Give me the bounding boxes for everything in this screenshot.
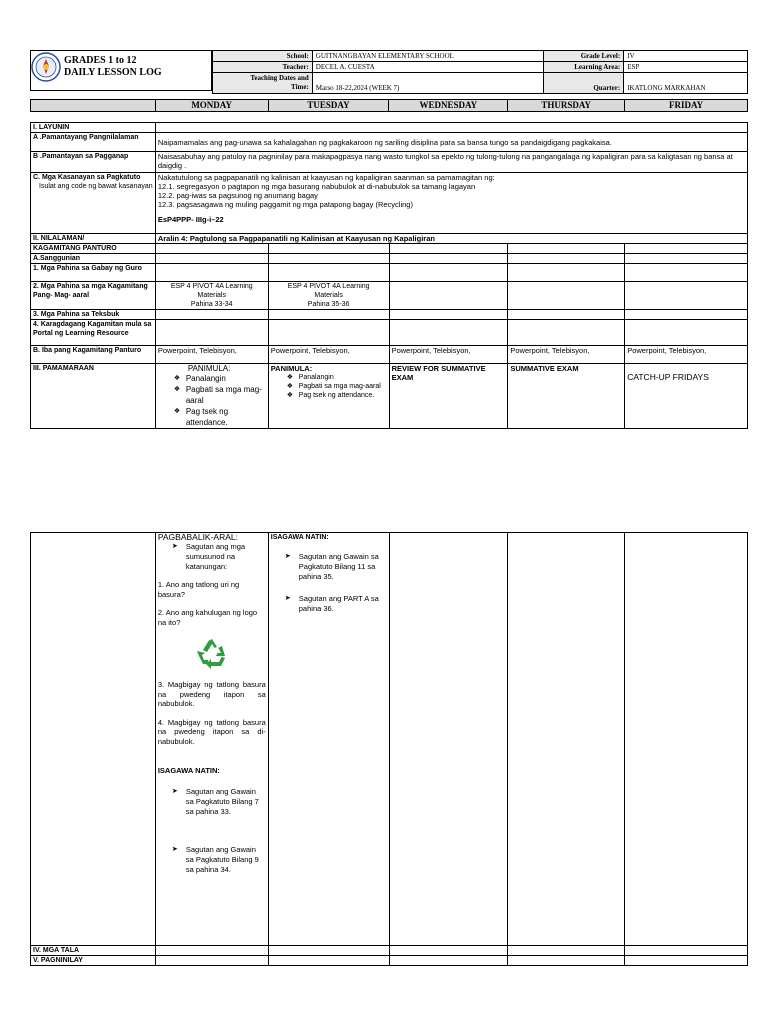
kasanayan-text [155,173,747,234]
tue-panimula-item: ❖ Pag tsek ng attendance. [287,391,387,400]
recycle-icon [194,636,230,672]
mon-kag-line3: Pahina 33-34 [190,301,233,308]
pamantayang-label: A .Pamantayang Pangnilalaman [31,133,156,152]
wednesday-review: REVIEW FOR SUMMATIVE EXAM [389,364,508,429]
kasanayan-sub: Isulat ang code ng bawat kasanayan [39,183,153,190]
kasanayan-line3: 12.2. pag-iwas sa pagsunog ng anumang bagay [157,191,318,200]
tue-kag-line3: Pahina 35-36 [307,301,350,308]
days-blank [31,100,156,112]
tue-kag-line1: ESP 4 PIVOT 4A Learning [287,283,370,290]
deped-seal-icon [31,52,61,82]
pagganap-text: Naisasabuhay ang patuloy na pagninilay para makapagpasya nang wasto tungkol sa epekto ng tulong-tulong na pangangalaga ng kapaligiran para sa kaligtasan ng bansa at daigdig . [155,152,747,173]
layunin-label: I. LAYUNIN [31,123,156,133]
question-3: 3. Magbigay ng tatlong basura na pwedeng itapon sa nabubulok. [157,680,266,708]
mon-panimula-item: ❖ Panalangin [174,373,266,384]
monday-iba: Powerpoint, Telebisyon, [155,346,268,364]
question-1: 1. Ano ang tatlong uri ng basura? [157,580,240,599]
mga-tala-label: IV. MGA TALA [31,946,156,956]
tuesday-iba: Powerpoint, Telebisyon, [268,346,389,364]
mon-kag-line1: ESP 4 PIVOT 4A Learning [170,283,253,290]
days-header [30,99,748,112]
teksbuk-label: 3. Mga Pahina sa Teksbuk [31,310,156,320]
mon-panimula-item: ❖ Pagbati sa mga mag-aaral [174,384,266,406]
kasanayan-label [31,173,156,234]
isagawa-head-monday: ISAGAWA NATIN: [157,766,220,775]
area-value: ESP [624,62,748,73]
tuesday-kagamitan [268,282,389,310]
nilalaman-label: II. NILALAMAN/ [31,234,156,244]
document-title [64,55,162,79]
lesson-table-continued [30,532,748,966]
tuesday-task-1: ➤ Sagutan ang Gawain sa Pagkatuto Bilang 11 sa pahina 35. [285,552,387,582]
day-tuesday: TUESDAY [268,100,389,112]
dates-label-line1: Teaching Dates and [250,74,309,82]
gabay-label: 1. Mga Pahina sa Gabay ng Guro [31,264,156,282]
kasanayan-title: C. Mga Kasanayan sa Pagkatuto [33,174,141,181]
tue-panimula-item: ❖ Pagbati sa mga mag-aaral [287,382,387,391]
dates-label [213,73,313,94]
kasanayan-line4: 12.3. pagsasagawa ng muling paggamit ng mga patapong bagay (Recycling) [157,200,413,209]
mon-kag-line2: Materials [197,292,226,299]
pagganap-label: B .Pamantayan sa Pagganap [31,152,156,173]
day-friday: FRIDAY [625,100,748,112]
monday-pagbabalik-aral [155,533,268,946]
layunin-blank [155,123,747,133]
tue-kag-line2: Materials [314,292,343,299]
karagdagan-label: 4. Karagdagang Kagamitan mula sa Portal ng Learning Resource [31,320,156,346]
kagamitan-pang-mag-aaral-label: 2. Mga Pahina sa mga Kagamitang Pang- Mag- aaral [31,282,156,310]
tuesday-panimula [268,364,389,429]
tuesday-task-2: ➤ Sagutan ang PART A sa pahina 36. [285,594,387,614]
quarter-label: Quarter: [544,73,624,94]
info-table [212,50,748,94]
title-line-2: DAILY LESSON LOG [64,67,162,78]
kasanayan-line1: Nakatutulong sa pagpapanatili ng kalinisan at kaayusan ng kapaligiran saanman sa pamamagitan ng: [157,173,495,182]
sanggunian-label: A.Sanggunian [31,254,156,264]
pagbabalik-aral-head: PAGBABALIK-ARAL: [157,532,238,542]
thursday-iba: Powerpoint, Telebisyon, [508,346,625,364]
dates-value: Marso 18-22,2024 (WEEK 7) [312,73,544,94]
day-wednesday: WEDNESDAY [389,100,508,112]
title-line-1: GRADES 1 to 12 [64,55,137,66]
kasanayan-code: EsP4PPP- IIIg-i–22 [157,215,224,224]
kasanayan-line2: 12.1. segregasyon o pagtapon ng mga basurang nabubulok at di-nabubulok sa tamang lagayan [157,182,476,191]
iba-pang-kagamitan-label: B. Iba pang Kagamitang Panturo [31,346,156,364]
day-monday: MONDAY [155,100,268,112]
pamamaraan-label: III. PAMAMARAAN [31,364,156,429]
wednesday-iba: Powerpoint, Telebisyon, [389,346,508,364]
monday-task-2: ➤ Sagutan ang Gawain sa Pagkatuto Bilang 9 sa pahina 34. [172,845,266,875]
friday-iba: Powerpoint, Telebisyon, [625,346,748,364]
pagninilay-label: V. PAGNINILAY [31,956,156,966]
kagamitan-label: KAGAMITANG PANTURO [31,244,156,254]
grade-label: Grade Level: [544,51,624,62]
thursday-summative: SUMMATIVE EXAM [508,364,625,429]
monday-task-1: ➤ Sagutan ang Gawain sa Pagkatuto Bilang 7 sa pahina 33. [172,787,266,817]
school-value: GUITNANGBAYAN ELEMENTARY SCHOOL [312,51,544,62]
tuesday-isagawa [268,533,389,946]
mon-panimula-head: PANIMULA: [187,364,231,373]
pagbabalik-aral-intro: ➤ Sagutan ang mga sumusunod na katanungan: [172,542,266,572]
question-4: 4. Magbigay ng tatlong basura na pwedeng itapon sa di-nabubulok. [157,717,266,746]
teacher-label: Teacher: [213,62,313,73]
friday-catchup: CATCH-UP FRIDAYS [625,364,748,429]
school-label: School: [213,51,313,62]
monday-panimula [155,364,268,429]
mon-panimula-item: ❖ Pag tsek ng attendance. [174,406,266,428]
tue-panimula-head: PANIMULA: [270,364,313,373]
grade-value: IV [624,51,748,62]
quarter-value: IKATLONG MARKAHAN [624,73,748,94]
isagawa-head-tuesday: ISAGAWA NATIN: [270,534,329,541]
question-2: 2. Ano ang kahulugan ng logo na ito? [157,608,258,627]
pamantayang-text: Naipamamalas ang pag-unawa sa kahalagahan ng pagkakaroon ng sariling disiplina para sa bansa tungo sa pandaigdigang pagkakaisa. [155,133,747,152]
monday-kagamitan [155,282,268,310]
lesson-table [30,122,748,429]
tue-panimula-item: ❖ Panalangin [287,373,387,382]
teacher-value: DECEL A. CUESTA [312,62,544,73]
dates-label-line2: Time: [291,83,309,91]
area-label: Learning Area: [544,62,624,73]
day-thursday: THURSDAY [508,100,625,112]
nilalaman-text: Aralin 4: Pagtulong sa Pagpapanatili ng Kalinisan at Kaayusan ng Kapaligiran [155,234,747,244]
